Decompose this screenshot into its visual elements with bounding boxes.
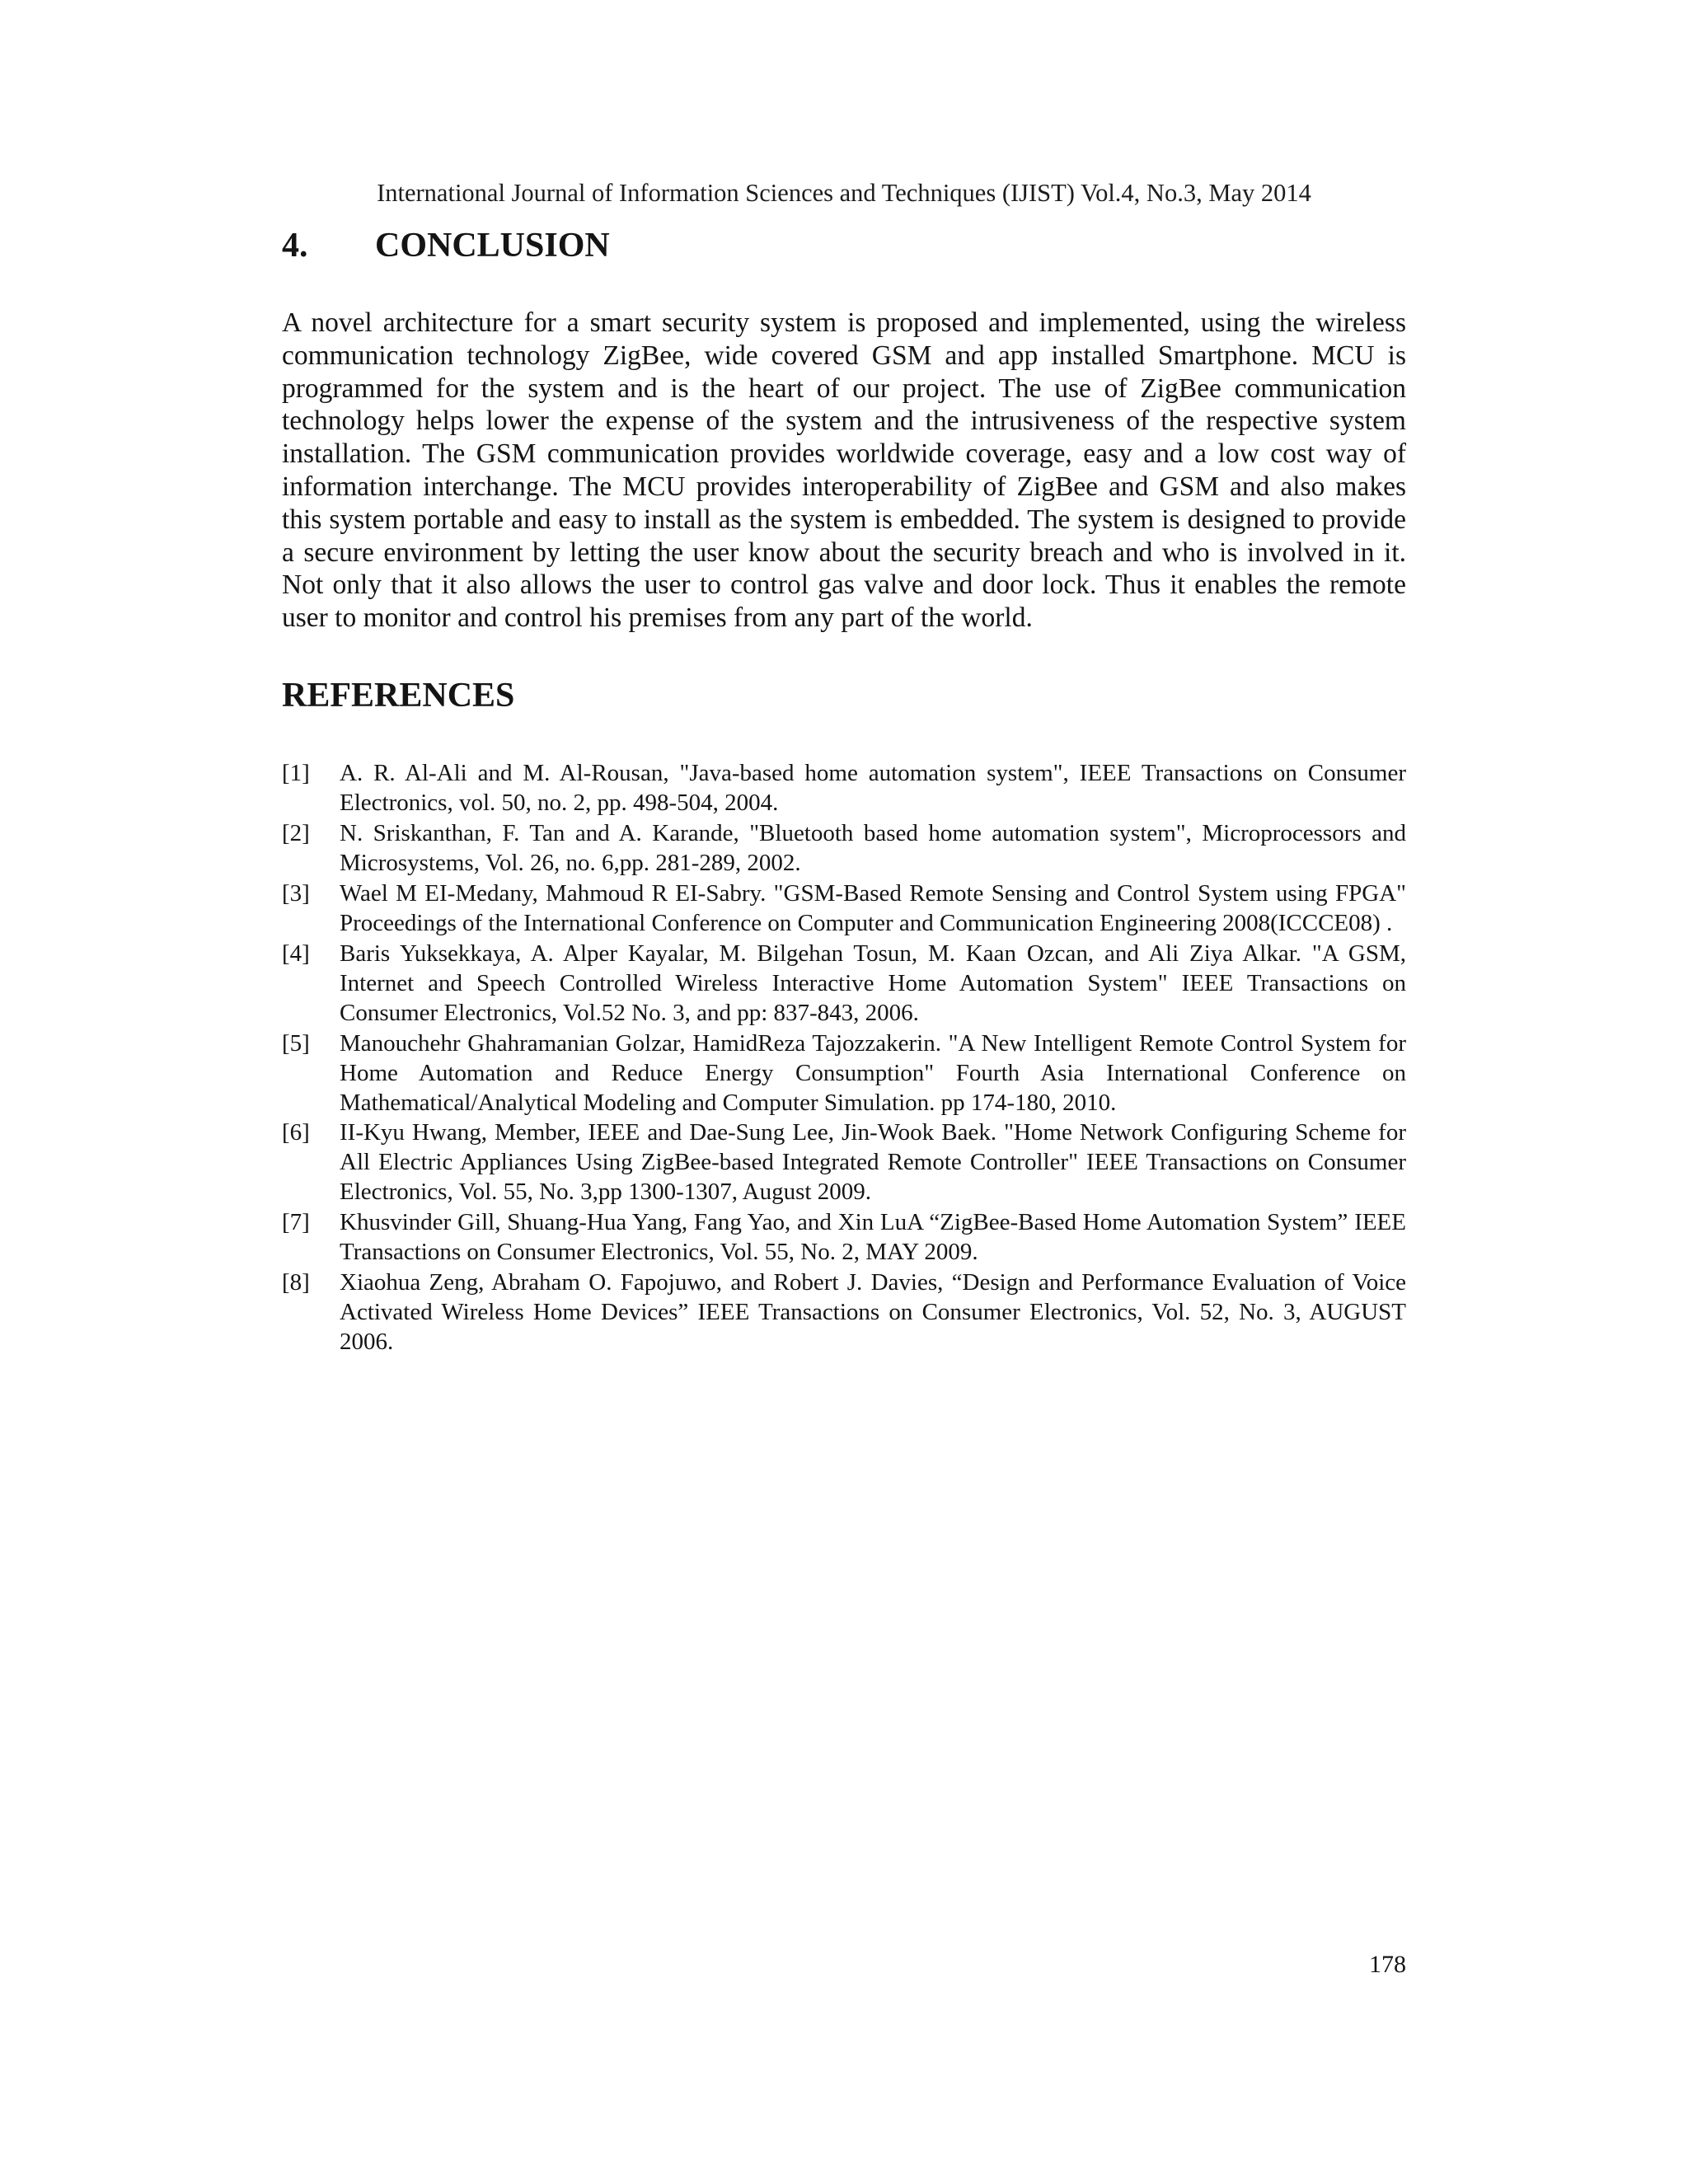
- reference-item-3: [282, 879, 1406, 938]
- reference-number: [6]: [282, 1119, 310, 1146]
- reference-text: II-Kyu Hwang, Member, IEEE and Dae-Sung Lee, Jin-Wook Baek. "Home Network Configuring Scheme for All Electric Appliances Using ZigBee-based Integrated Remote Controller" IEEE Transactions on Consumer Electronics, Vol. 55, No. 3,pp 1300-1307, August 2009.: [340, 1119, 1406, 1206]
- reference-text: Xiaohua Zeng, Abraham O. Fapojuwo, and Robert J. Davies, “Design and Performance Evaluation of Voice Activated Wireless Home Devices” IEEE Transactions on Consumer Electronics, Vol. 52, No. 3, AUGUST 2006.: [340, 1269, 1406, 1356]
- reference-text: Manouchehr Ghahramanian Golzar, HamidReza Tajozzakerin. "A New Intelligent Remote Control System for Home Automation and Reduce Energy Consumption" Fourth Asia International Conference on Mathematical/Analytical Modeling and Computer Simulation. pp 174-180, 2010.: [340, 1029, 1406, 1116]
- reference-item-2: [282, 818, 1406, 878]
- reference-text: N. Sriskanthan, F. Tan and A. Karande, "Bluetooth based home automation system", Microprocessors and Microsystems, Vol. 26, no. 6,pp. 281-289, 2002.: [340, 819, 1406, 876]
- page-number: 178: [1369, 1951, 1406, 1978]
- reference-text: Wael M EI-Medany, Mahmoud R EI-Sabry. "GSM-Based Remote Sensing and Control System using FPGA" Proceedings of the International Conference on Computer and Communication Engineering 2008(ICCCE08) .: [340, 879, 1406, 936]
- reference-item-1: [282, 758, 1406, 818]
- reference-item-8: [282, 1268, 1406, 1357]
- reference-text: A. R. Al-Ali and M. Al-Rousan, "Java-based home automation system", IEEE Transactions on Consumer Electronics, vol. 50, no. 2, pp. 498-504, 2004.: [340, 760, 1406, 816]
- reference-number: [2]: [282, 819, 310, 846]
- section-title: CONCLUSION: [375, 227, 610, 265]
- reference-number: [3]: [282, 879, 310, 907]
- reference-item-5: [282, 1029, 1406, 1118]
- reference-number: [8]: [282, 1269, 310, 1296]
- running-header: International Journal of Information Sciences and Techniques (IJIST) Vol.4, No.3, May 2014: [377, 179, 1311, 207]
- reference-list: [282, 758, 1406, 1357]
- reference-number: [5]: [282, 1029, 310, 1057]
- reference-number: [1]: [282, 760, 310, 786]
- reference-number: [7]: [282, 1209, 310, 1236]
- reference-item-4: [282, 939, 1406, 1028]
- reference-text: Khusvinder Gill, Shuang-Hua Yang, Fang Yao, and Xin LuA “ZigBee-Based Home Automation System” IEEE Transactions on Consumer Electronics, Vol. 55, No. 2, MAY 2009.: [340, 1209, 1406, 1266]
- conclusion-paragraph: A novel architecture for a smart security system is proposed and implemented, using the wireless communication technology ZigBee, wide covered GSM and app installed Smartphone. MCU is programmed for the system and is the heart of our project. The use of ZigBee communication technology helps lower the expense of the system and the intrusiveness of the respective system installation. The GSM communication provides worldwide coverage, easy and a low cost way of information interchange. The MCU provides interoperability of ZigBee and GSM and also makes this system portable and easy to install as the system is embedded. The system is designed to provide a secure environment by letting the user know about the security breach and who is involved in it. Not only that it also allows the user to control gas valve and door lock. Thus it enables the remote user to monitor and control his premises from any part of the world.: [282, 307, 1406, 634]
- references-heading: REFERENCES: [282, 677, 515, 715]
- reference-item-7: [282, 1207, 1406, 1267]
- reference-text: Baris Yuksekkaya, A. Alper Kayalar, M. Bilgehan Tosun, M. Kaan Ozcan, and Ali Ziya Alkar. "A GSM, Internet and Speech Controlled Wireless Interactive Home Automation System" IEEE Transactions on Consumer Electronics, Vol.52 No. 3, and pp: 837-843, 2006.: [340, 940, 1406, 1026]
- conclusion-heading: [282, 224, 610, 267]
- section-number: 4.: [282, 227, 308, 265]
- reference-item-6: [282, 1118, 1406, 1207]
- reference-number: [4]: [282, 940, 310, 967]
